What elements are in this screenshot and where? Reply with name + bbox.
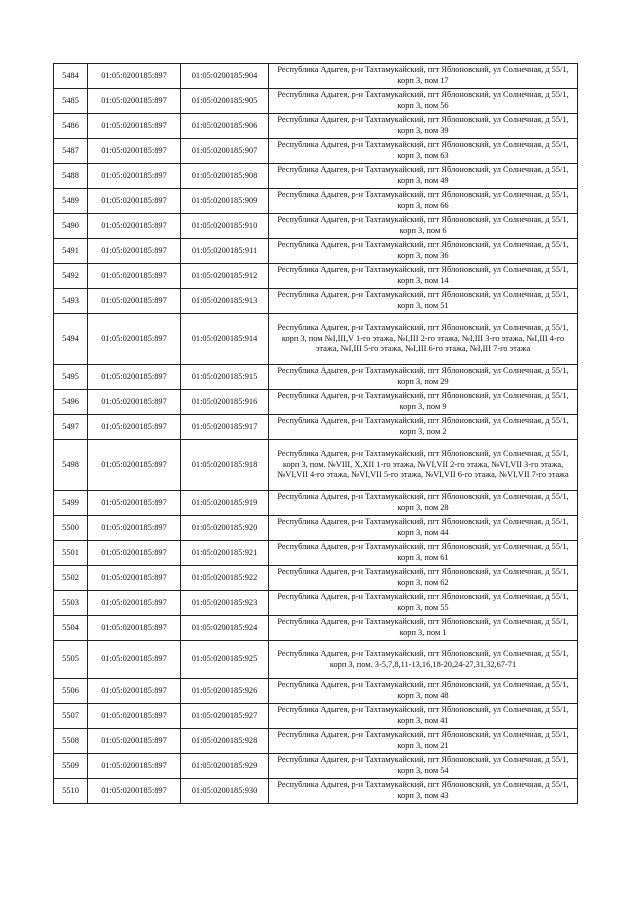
address-cell: Республика Адыгея, р-н Тахтамукайский, пгт Яблоновский, ул Солнечная, д 55/1, корп 3, пом 62 (269, 566, 578, 591)
document-page (53, 63, 577, 804)
table-row (54, 779, 578, 804)
table-row (54, 390, 578, 415)
address-cell: Республика Адыгея, р-н Тахтамукайский, пгт Яблоновский, ул Солнечная, д 55/1, корп 3, пом 49 (269, 164, 578, 189)
table-row (54, 566, 578, 591)
cadastral-number-cell: 01:05:0200185:909 (181, 189, 269, 214)
address-cell: Республика Адыгея, р-н Тахтамукайский, пгт Яблоновский, ул Солнечная, д 55/1, корп 3, пом 1 (269, 616, 578, 641)
row-number-cell: 5510 (54, 779, 88, 804)
cadastral-number-cell: 01:05:0200185:912 (181, 264, 269, 289)
parent-cadastral-number-cell: 01:05:0200185:897 (88, 541, 181, 566)
address-cell: Республика Адыгея, р-н Тахтамукайский, пгт Яблоновский, ул Солнечная, д 55/1, корп 3, пом 44 (269, 516, 578, 541)
parent-cadastral-number-cell: 01:05:0200185:897 (88, 114, 181, 139)
row-number-cell: 5490 (54, 214, 88, 239)
address-cell: Республика Адыгея, р-н Тахтамукайский, пгт Яблоновский, ул Солнечная, д 55/1, корп 3, пом 2 (269, 415, 578, 440)
address-cell: Республика Адыгея, р-н Тахтамукайский, пгт Яблоновский, ул Солнечная, д 55/1, корп 3, пом 54 (269, 754, 578, 779)
parent-cadastral-number-cell: 01:05:0200185:897 (88, 164, 181, 189)
table-row (54, 591, 578, 616)
row-number-cell: 5488 (54, 164, 88, 189)
address-cell: Республика Адыгея, р-н Тахтамукайский, пгт Яблоновский, ул Солнечная, д 55/1, корп 3, пом 63 (269, 139, 578, 164)
address-cell: Республика Адыгея, р-н Тахтамукайский, пгт Яблоновский, ул Солнечная, д 55/1, корп 3, пом 21 (269, 729, 578, 754)
address-cell: Республика Адыгея, р-н Тахтамукайский, пгт Яблоновский, ул Солнечная, д 55/1, корп 3, пом 28 (269, 491, 578, 516)
table-row (54, 365, 578, 390)
address-cell: Республика Адыгея, р-н Тахтамукайский, пгт Яблоновский, ул Солнечная, д 55/1, корп 3, пом №I,III,V 1-го этажа, №I,III 2-го этажа, №I,III 3-го этажа, №I,III 4-го этажа, №I,III 5-го этажа, №I,III 6-го этажа, №I,III 7-го этажа (269, 314, 578, 365)
address-cell: Республика Адыгея, р-н Тахтамукайский, пгт Яблоновский, ул Солнечная, д 55/1, корп 3, пом 6 (269, 214, 578, 239)
cadastral-number-cell: 01:05:0200185:926 (181, 679, 269, 704)
table-row (54, 89, 578, 114)
cadastral-number-cell: 01:05:0200185:924 (181, 616, 269, 641)
table-row (54, 704, 578, 729)
table-row (54, 440, 578, 491)
row-number-cell: 5506 (54, 679, 88, 704)
parent-cadastral-number-cell: 01:05:0200185:897 (88, 516, 181, 541)
row-number-cell: 5500 (54, 516, 88, 541)
registry-rows (54, 64, 578, 804)
row-number-cell: 5489 (54, 189, 88, 214)
parent-cadastral-number-cell: 01:05:0200185:897 (88, 779, 181, 804)
table-row (54, 64, 578, 89)
row-number-cell: 5494 (54, 314, 88, 365)
cadastral-number-cell: 01:05:0200185:922 (181, 566, 269, 591)
table-row (54, 415, 578, 440)
address-cell: Республика Адыгея, р-н Тахтамукайский, пгт Яблоновский, ул Солнечная, д 55/1, корп 3, пом 9 (269, 390, 578, 415)
row-number-cell: 5497 (54, 415, 88, 440)
cadastral-number-cell: 01:05:0200185:929 (181, 754, 269, 779)
table-row (54, 264, 578, 289)
cadastral-number-cell: 01:05:0200185:920 (181, 516, 269, 541)
parent-cadastral-number-cell: 01:05:0200185:897 (88, 616, 181, 641)
address-cell: Республика Адыгея, р-н Тахтамукайский, пгт Яблоновский, ул Солнечная, д 55/1, корп 3, пом 36 (269, 239, 578, 264)
address-cell: Республика Адыгея, р-н Тахтамукайский, пгт Яблоновский, ул Солнечная, д 55/1, корп 3, пом 51 (269, 289, 578, 314)
cadastral-number-cell: 01:05:0200185:913 (181, 289, 269, 314)
row-number-cell: 5503 (54, 591, 88, 616)
address-cell: Республика Адыгея, р-н Тахтамукайский, пгт Яблоновский, ул Солнечная, д 55/1, корп 3, пом 14 (269, 264, 578, 289)
row-number-cell: 5504 (54, 616, 88, 641)
row-number-cell: 5501 (54, 541, 88, 566)
parent-cadastral-number-cell: 01:05:0200185:897 (88, 314, 181, 365)
row-number-cell: 5507 (54, 704, 88, 729)
row-number-cell: 5492 (54, 264, 88, 289)
row-number-cell: 5508 (54, 729, 88, 754)
table-row (54, 189, 578, 214)
row-number-cell: 5486 (54, 114, 88, 139)
table-row (54, 491, 578, 516)
parent-cadastral-number-cell: 01:05:0200185:897 (88, 754, 181, 779)
row-number-cell: 5496 (54, 390, 88, 415)
cadastral-number-cell: 01:05:0200185:915 (181, 365, 269, 390)
cadastral-number-cell: 01:05:0200185:928 (181, 729, 269, 754)
parent-cadastral-number-cell: 01:05:0200185:897 (88, 239, 181, 264)
cadastral-number-cell: 01:05:0200185:916 (181, 390, 269, 415)
parent-cadastral-number-cell: 01:05:0200185:897 (88, 440, 181, 491)
row-number-cell: 5498 (54, 440, 88, 491)
cadastral-number-cell: 01:05:0200185:914 (181, 314, 269, 365)
table-row (54, 289, 578, 314)
address-cell: Республика Адыгея, р-н Тахтамукайский, пгт Яблоновский, ул Солнечная, д 55/1, корп 3, пом 55 (269, 591, 578, 616)
parent-cadastral-number-cell: 01:05:0200185:897 (88, 641, 181, 679)
parent-cadastral-number-cell: 01:05:0200185:897 (88, 365, 181, 390)
parent-cadastral-number-cell: 01:05:0200185:897 (88, 89, 181, 114)
address-cell: Республика Адыгея, р-н Тахтамукайский, пгт Яблоновский, ул Солнечная, д 55/1, корп 3, пом 56 (269, 89, 578, 114)
parent-cadastral-number-cell: 01:05:0200185:897 (88, 390, 181, 415)
cadastral-number-cell: 01:05:0200185:923 (181, 591, 269, 616)
row-number-cell: 5495 (54, 365, 88, 390)
registry-table (53, 63, 578, 804)
table-row (54, 754, 578, 779)
parent-cadastral-number-cell: 01:05:0200185:897 (88, 415, 181, 440)
table-row (54, 314, 578, 365)
parent-cadastral-number-cell: 01:05:0200185:897 (88, 704, 181, 729)
address-cell: Республика Адыгея, р-н Тахтамукайский, пгт Яблоновский, ул Солнечная, д 55/1, корп 3, пом 41 (269, 704, 578, 729)
table-row (54, 214, 578, 239)
table-row (54, 641, 578, 679)
cadastral-number-cell: 01:05:0200185:925 (181, 641, 269, 679)
cadastral-number-cell: 01:05:0200185:918 (181, 440, 269, 491)
address-cell: Республика Адыгея, р-н Тахтамукайский, пгт Яблоновский, ул Солнечная, д 55/1, корп 3, пом. №VIII, X,XII 1-го этажа, №VI,VII 2-го этажа, №VI,VII 3-го этажа, №VI,VII 4-го этажа, №VI,VII 5-го этажа, №VI,VII 6-го этажа, №VI,VII 7-го этажа (269, 440, 578, 491)
address-cell: Республика Адыгея, р-н Тахтамукайский, пгт Яблоновский, ул Солнечная, д 55/1, корп 3, пом 17 (269, 64, 578, 89)
cadastral-number-cell: 01:05:0200185:905 (181, 89, 269, 114)
cadastral-number-cell: 01:05:0200185:927 (181, 704, 269, 729)
row-number-cell: 5502 (54, 566, 88, 591)
cadastral-number-cell: 01:05:0200185:919 (181, 491, 269, 516)
row-number-cell: 5499 (54, 491, 88, 516)
cadastral-number-cell: 01:05:0200185:921 (181, 541, 269, 566)
address-cell: Республика Адыгея, р-н Тахтамукайский, пгт Яблоновский, ул Солнечная, д 55/1, корп 3, пом. 3-5,7,8,11-13,16,18-20,24-27,31,32,67-71 (269, 641, 578, 679)
cadastral-number-cell: 01:05:0200185:910 (181, 214, 269, 239)
row-number-cell: 5493 (54, 289, 88, 314)
address-cell: Республика Адыгея, р-н Тахтамукайский, пгт Яблоновский, ул Солнечная, д 55/1, корп 3, пом 29 (269, 365, 578, 390)
cadastral-number-cell: 01:05:0200185:904 (181, 64, 269, 89)
row-number-cell: 5491 (54, 239, 88, 264)
address-cell: Республика Адыгея, р-н Тахтамукайский, пгт Яблоновский, ул Солнечная, д 55/1, корп 3, пом 39 (269, 114, 578, 139)
parent-cadastral-number-cell: 01:05:0200185:897 (88, 64, 181, 89)
parent-cadastral-number-cell: 01:05:0200185:897 (88, 491, 181, 516)
cadastral-number-cell: 01:05:0200185:930 (181, 779, 269, 804)
cadastral-number-cell: 01:05:0200185:917 (181, 415, 269, 440)
row-number-cell: 5485 (54, 89, 88, 114)
parent-cadastral-number-cell: 01:05:0200185:897 (88, 139, 181, 164)
table-row (54, 114, 578, 139)
parent-cadastral-number-cell: 01:05:0200185:897 (88, 566, 181, 591)
table-row (54, 239, 578, 264)
row-number-cell: 5487 (54, 139, 88, 164)
table-row (54, 541, 578, 566)
table-row (54, 164, 578, 189)
cadastral-number-cell: 01:05:0200185:911 (181, 239, 269, 264)
cadastral-number-cell: 01:05:0200185:907 (181, 139, 269, 164)
parent-cadastral-number-cell: 01:05:0200185:897 (88, 679, 181, 704)
table-row (54, 139, 578, 164)
table-row (54, 679, 578, 704)
row-number-cell: 5484 (54, 64, 88, 89)
cadastral-number-cell: 01:05:0200185:906 (181, 114, 269, 139)
table-row (54, 729, 578, 754)
address-cell: Республика Адыгея, р-н Тахтамукайский, пгт Яблоновский, ул Солнечная, д 55/1, корп 3, пом 48 (269, 679, 578, 704)
parent-cadastral-number-cell: 01:05:0200185:897 (88, 729, 181, 754)
table-row (54, 616, 578, 641)
parent-cadastral-number-cell: 01:05:0200185:897 (88, 289, 181, 314)
row-number-cell: 5505 (54, 641, 88, 679)
parent-cadastral-number-cell: 01:05:0200185:897 (88, 214, 181, 239)
address-cell: Республика Адыгея, р-н Тахтамукайский, пгт Яблоновский, ул Солнечная, д 55/1, корп 3, пом 61 (269, 541, 578, 566)
parent-cadastral-number-cell: 01:05:0200185:897 (88, 189, 181, 214)
table-row (54, 516, 578, 541)
parent-cadastral-number-cell: 01:05:0200185:897 (88, 264, 181, 289)
row-number-cell: 5509 (54, 754, 88, 779)
address-cell: Республика Адыгея, р-н Тахтамукайский, пгт Яблоновский, ул Солнечная, д 55/1, корп 3, пом 66 (269, 189, 578, 214)
cadastral-number-cell: 01:05:0200185:908 (181, 164, 269, 189)
address-cell: Республика Адыгея, р-н Тахтамукайский, пгт Яблоновский, ул Солнечная, д 55/1, корп 3, пом 43 (269, 779, 578, 804)
parent-cadastral-number-cell: 01:05:0200185:897 (88, 591, 181, 616)
